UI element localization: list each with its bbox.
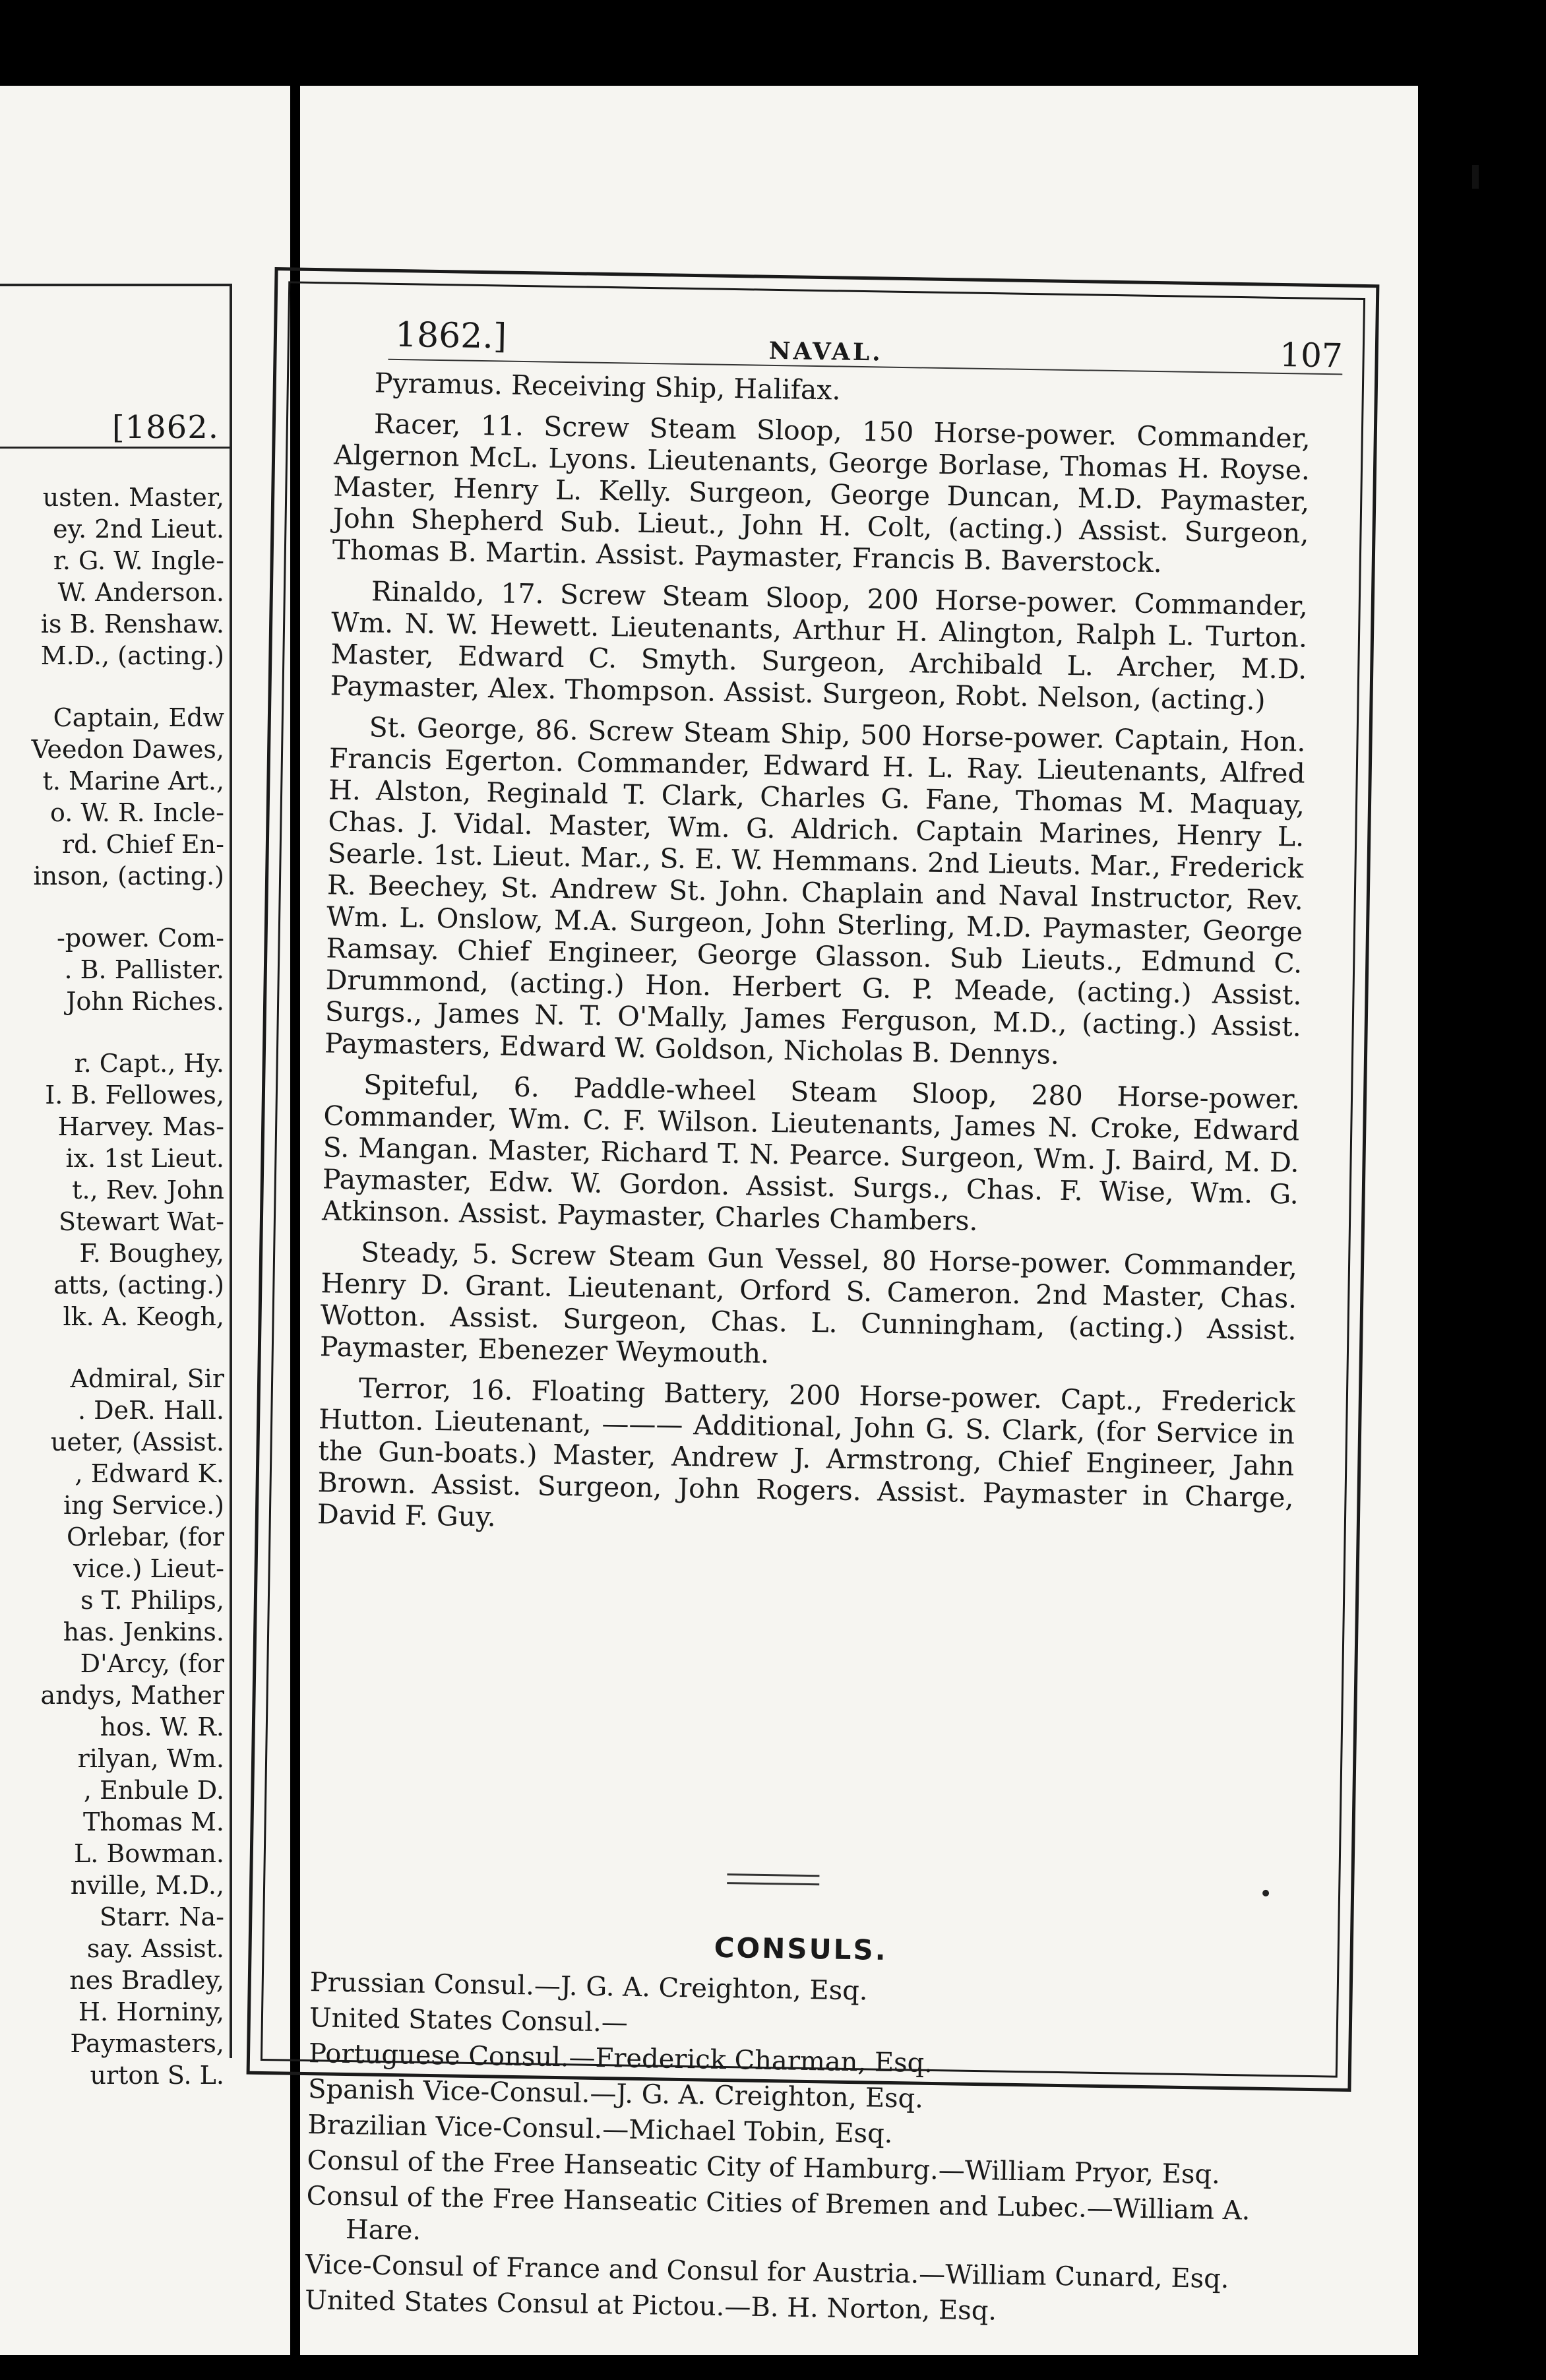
consul-item: United States Consul at Pictou.—B. H. Norton, Esq. bbox=[304, 2285, 997, 2327]
ship-entry-pyramus: Pyramus. Receiving Ship, Halifax. bbox=[374, 367, 841, 406]
left-page-line: t. Marine Art., bbox=[42, 767, 224, 796]
left-page-line: ing Service.) bbox=[63, 1491, 224, 1520]
ship-entry-spiteful: Spiteful, 6. Paddle-wheel Steam Sloop, 280 Horse-power. Commander, Wm. C. F. Wilson. Lieutenants, James N. Croke, Edward S. Mangan. Master, Richard T. N. Pearce. Surgeon, Wm. J. Baird, M. D. Paymaster, Edw. W. Gordon. Assist. Surgs., Chas. F. Wise, Wm. G. Atkinson. Assist. Paymaster, Charles Chambers. bbox=[321, 1069, 1301, 1237]
left-page-line: lk. A. Keogh, bbox=[63, 1302, 224, 1331]
left-page-line: W. Anderson. bbox=[57, 578, 224, 607]
left-page-line: s T. Philips, bbox=[80, 1586, 224, 1615]
consul-item: Portuguese Consul.—Frederick Charman, Esq. bbox=[308, 2038, 933, 2079]
consul-item: Vice-Consul of France and Consul for Austria.—William Cunard, Esq. bbox=[305, 2249, 1229, 2295]
left-page-line: r. G. W. Ingle- bbox=[53, 546, 224, 575]
ship-entry-st-george: St. George, 86. Screw Steam Ship, 500 Horse-power. Captain, Hon. Francis Egerton. Commander, Edward H. L. Ray. Lieutenants, Alfred H. Alston, Reginald T. Clark, Charles G. Fane, Thomas M. Maquay, Chas. J. Vidal. Master, Wm. G. Aldrich. Captain Marines, Henry L. Searle. 1st. Lieut. Mar., S. E. W. Hemmans. 2nd Lieuts. Mar., Frederick R. Beechey, St. Andrew St. John. Chaplain and Naval Instructor, Rev. Wm. L. Onslow, M.A. Surgeon, John Sterling, M.D. Paymaster, George Ramsay. Chief Engineer, George Glasson. Sub Lieuts., Edmund C. Drummond, (acting.) Hon. Herbert G. P. Meade, (acting.) Assist. Surgs., James N. T. O'Mally, James Ferguson, M.D., (acting.) Assist. Paymasters, Edward W. Goldson, Nicholas B. Dennys. bbox=[324, 711, 1306, 1071]
ship-entry-rinaldo: Rinaldo, 17. Screw Steam Sloop, 200 Horse-power. Commander, Wm. N. W. Hewett. Lieutenants, Arthur H. Alington, Ralph L. Turton. Master, Edward C. Smyth. Surgeon, Archibald L. Archer, M.D. Paymaster, Alex. Thompson. Assist. Surgeon, Robt. Nelson, (acting.) bbox=[330, 575, 1309, 716]
left-page-line: Starr. Na- bbox=[99, 1902, 224, 1931]
left-page-line bbox=[0, 672, 224, 702]
left-page-line: , Enbule D. bbox=[83, 1776, 224, 1805]
consul-item: Consul of the Free Hanseatic City of Hamburg.—William Pryor, Esq. bbox=[307, 2145, 1221, 2190]
page-header bbox=[290, 283, 1363, 375]
left-page-line: M.D., (acting.) bbox=[40, 641, 224, 670]
left-page-line: atts, (acting.) bbox=[53, 1270, 224, 1300]
left-page-line: Captain, Edw bbox=[53, 703, 224, 732]
left-page-line: . B. Pallister. bbox=[64, 955, 224, 984]
ink-dot bbox=[1262, 1890, 1269, 1896]
left-page-line: r. Capt., Hy. bbox=[74, 1049, 224, 1078]
left-page-header bbox=[0, 409, 231, 449]
left-page-line: F. Boughey, bbox=[79, 1239, 224, 1268]
left-page-line: Admiral, Sir bbox=[70, 1364, 224, 1393]
header-year: 1862.] bbox=[394, 315, 507, 357]
consuls-heading: CONSULS. bbox=[714, 1931, 888, 1966]
left-page-line: . DeR. Hall. bbox=[77, 1396, 224, 1425]
ship-entry-steady: Steady, 5. Screw Steam Gun Vessel, 80 Horse-power. Commander, Henry D. Grant. Lieutenant, Orford S. Cameron. 2nd Master, Chas. Wotton. Assist. Surgeon, Chas. L. Cunningham, (acting.) Assist. Paymaster, Ebenezer Weymouth. bbox=[319, 1236, 1298, 1369]
left-page-line bbox=[0, 1017, 224, 1048]
left-page-line: Paymasters, bbox=[70, 2029, 224, 2058]
left-page-line: ix. 1st Lieut. bbox=[65, 1144, 224, 1173]
left-page-line: rilyan, Wm. bbox=[77, 1744, 224, 1773]
left-page-line: John Riches. bbox=[66, 987, 224, 1016]
left-page-line: Stewart Wat- bbox=[58, 1207, 224, 1236]
left-page-line: rd. Chief En- bbox=[61, 830, 224, 859]
left-page-line: usten. Master, bbox=[42, 483, 224, 512]
left-page-line: Veedon Dawes, bbox=[31, 735, 224, 764]
page-frame bbox=[247, 267, 1380, 2327]
consuls-list bbox=[305, 1966, 1286, 2334]
left-page-line: hos. W. R. bbox=[100, 1712, 224, 1741]
left-page-year: [1862. bbox=[111, 409, 219, 446]
left-page-line: vice.) Lieut- bbox=[73, 1554, 224, 1583]
left-page-line: ey. 2nd Lieut. bbox=[53, 515, 224, 544]
consul-item: Spanish Vice-Consul.—J. G. A. Creighton, Esq. bbox=[307, 2074, 924, 2114]
consul-item: Consul of the Free Hanseatic Cities of Bremen and Lubec.—William A. Hare. bbox=[306, 2181, 1251, 2246]
left-page-line: Harvey. Mas- bbox=[57, 1112, 224, 1141]
ship-entries bbox=[317, 366, 1311, 1554]
left-page-line: L. Bowman. bbox=[74, 1839, 224, 1868]
ship-entry-terror: Terror, 16. Floating Battery, 200 Horse-power. Capt., Frederick Hutton. Lieutenant, ——— Additional, John G. S. Clark, (for Service in the Gun-boats.) Master, Andrew J. Armstrong, Chief Engineer, Jahn Brown. Assist. Surgeon, John Rogers. Assist. Paymaster in Charge, David F. Guy. bbox=[317, 1372, 1296, 1533]
left-page-line: I. B. Fellowes, bbox=[45, 1080, 224, 1110]
left-page-line: andys, Mather bbox=[40, 1681, 224, 1710]
left-page-line: , Edward K. bbox=[75, 1459, 224, 1488]
consul-item: United States Consul.— bbox=[309, 2003, 629, 2038]
left-page-line: is B. Renshaw. bbox=[40, 610, 224, 639]
left-page-line: Thomas M. bbox=[83, 1807, 224, 1836]
left-page-line: -power. Com- bbox=[56, 924, 224, 953]
left-page-line: H. Horniny, bbox=[78, 1997, 224, 2026]
left-page-line: D'Arcy, (for bbox=[80, 1649, 224, 1678]
left-page-line: urton S. L. bbox=[90, 2061, 224, 2090]
page-number: 107 bbox=[1279, 335, 1344, 375]
left-page-line: inson, (acting.) bbox=[33, 861, 224, 891]
left-page-line: o. W. R. Incle- bbox=[50, 798, 224, 827]
left-page-line bbox=[0, 1332, 224, 1363]
left-page-line: ueter, (Assist. bbox=[50, 1427, 224, 1456]
margin-mark bbox=[1472, 165, 1479, 189]
left-page-line: Orlebar, (for bbox=[66, 1522, 224, 1551]
left-page-line: say. Assist. bbox=[86, 1934, 224, 1963]
section-divider bbox=[727, 1873, 819, 1892]
consul-item: Prussian Consul.—J. G. A. Creighton, Esq. bbox=[309, 1967, 868, 2007]
consul-item: Brazilian Vice-Consul.—Michael Tobin, Esq. bbox=[307, 2110, 893, 2150]
left-page-line: t., Rev. John bbox=[72, 1175, 224, 1205]
left-page-line: nes Bradley, bbox=[69, 1966, 224, 1995]
ship-entry-racer: Racer, 11. Screw Steam Sloop, 150 Horse-power. Commander, Algernon McL. Lyons. Lieutenants, George Borlase, Thomas H. Royse. Master, Henry L. Kelly. Surgeon, George Duncan, M.D. Paymaster, John Shepherd Sub. Lieut., John H. Colt, (acting.) Assist. Surgeon, Thomas B. Martin. Assist. Paymaster, Francis B. Baverstock. bbox=[332, 408, 1311, 579]
left-page-line: has. Jenkins. bbox=[63, 1617, 224, 1646]
header-title: NAVAL. bbox=[768, 336, 884, 367]
page-frame-inner bbox=[261, 281, 1365, 2327]
left-page-line: nville, M.D., bbox=[70, 1871, 224, 1900]
left-page-text bbox=[0, 482, 224, 2091]
left-page-line bbox=[0, 892, 224, 922]
